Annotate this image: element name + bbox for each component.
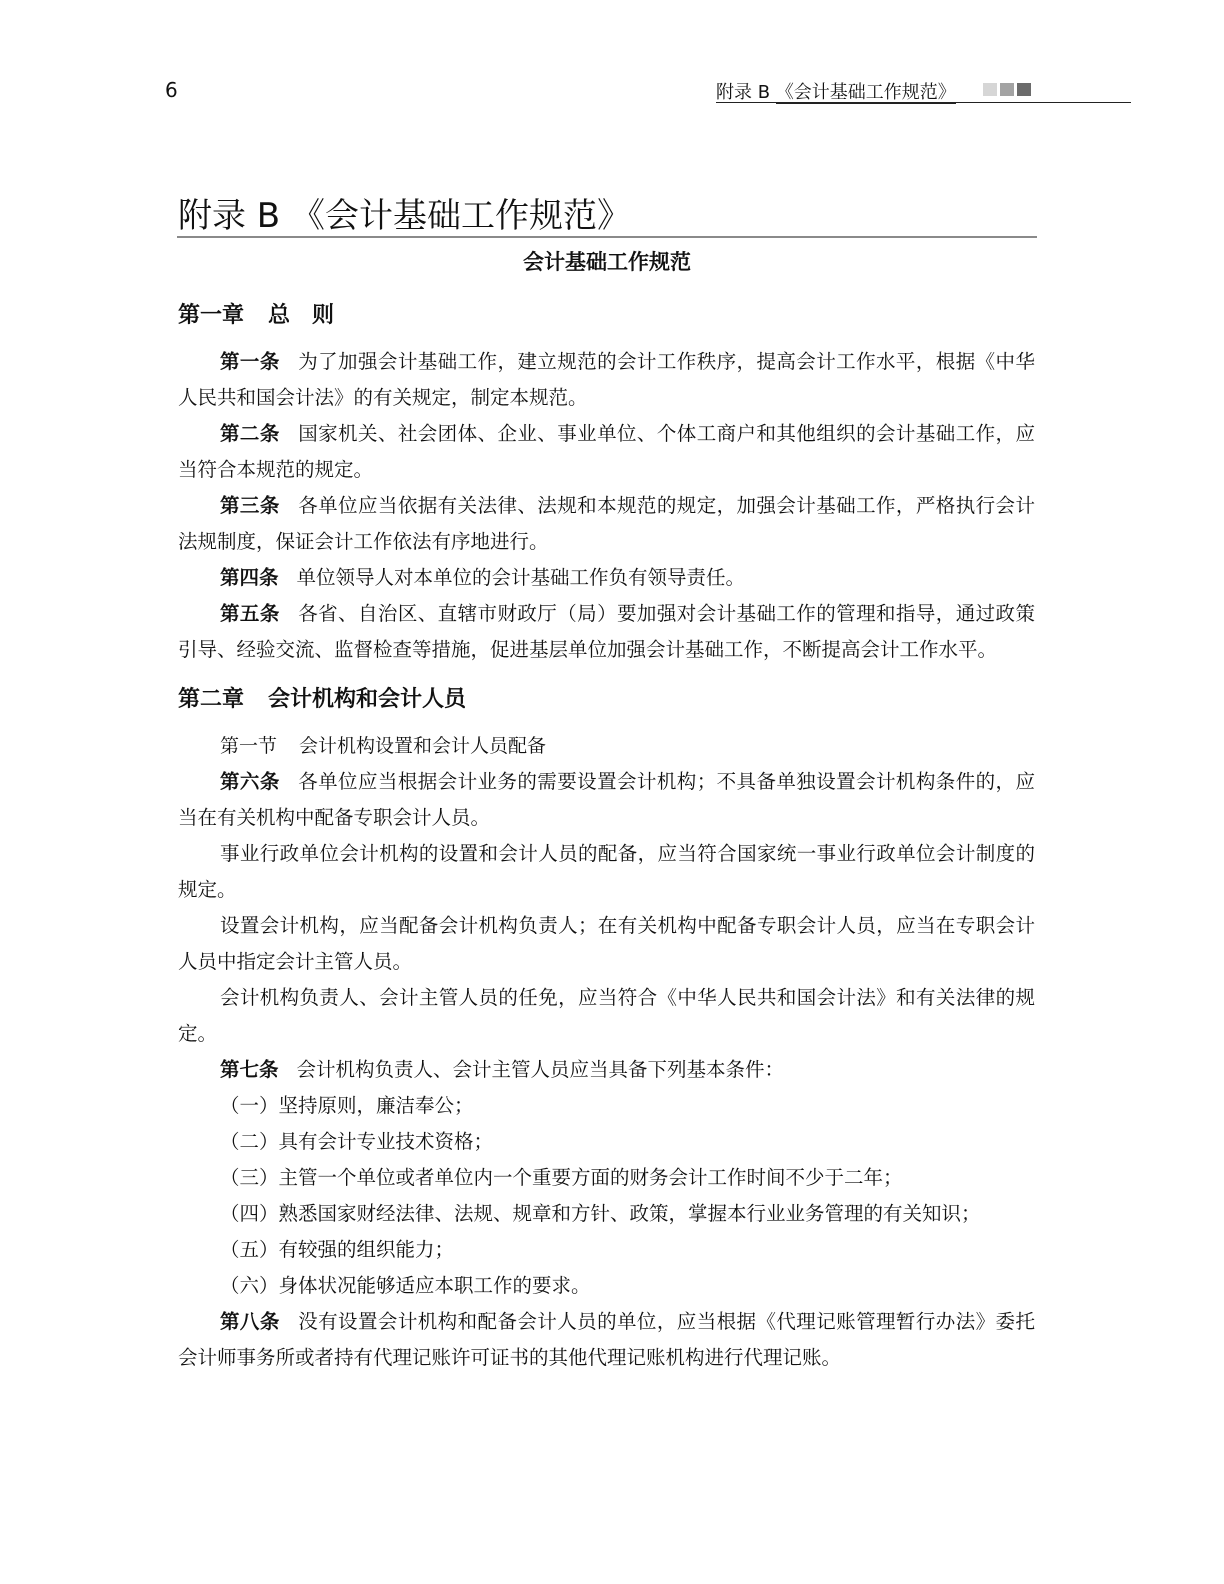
paragraph: 事业行政单位会计机构的设置和会计人员的配备，应当符合国家统一事业行政单位会计制度的规定。 (178, 842, 1035, 901)
list-item: （六）身体状况能够适应本职工作的要求。 (220, 1274, 591, 1297)
article-label: 第八条 (220, 1310, 280, 1333)
running-header (716, 76, 1131, 103)
page-number: 6 (165, 78, 178, 102)
article-4 (178, 560, 1035, 596)
section-1-title: 会计机构设置和会计人员配备 (299, 735, 547, 757)
running-header-title: 《会计基础工作规范》 (775, 82, 956, 103)
article-6 (178, 764, 1035, 836)
section-1-heading (178, 728, 1035, 764)
document-title: 会计基础工作规范 (523, 250, 691, 274)
header-block-dark (1017, 83, 1031, 96)
list-item: （三）主管一个单位或者单位内一个重要方面的财务会计工作时间不少于二年； (220, 1166, 903, 1189)
article-text: 单位领导人对本单位的会计基础工作负有领导责任。 (296, 566, 746, 589)
article-label: 第四条 (220, 566, 279, 589)
running-header-prefix: 附录 B (716, 82, 771, 103)
article-text: 没有设置会计机构和配备会计人员的单位，应当根据《代理记账管理暂行办法》委托会计师事务所或者持有代理记账许可证书的其他代理记账机构进行代理记账。 (178, 1310, 1035, 1369)
chapter-1-label: 第一章 (178, 303, 245, 328)
header-decoration-blocks (983, 83, 1031, 96)
article-2 (178, 416, 1035, 488)
article-text: 各单位应当依据有关法律、法规和本规范的规定，加强会计基础工作，严格执行会计法规制度，保证会计工作依法有序地进行。 (178, 494, 1035, 553)
section-1-label: 第一节 (220, 735, 278, 757)
chapter-1-title: 总 则 (268, 303, 335, 328)
header-block-light (983, 83, 997, 96)
document-body (178, 296, 1035, 1376)
article-label: 第五条 (220, 602, 280, 625)
list-item: （一）坚持原则，廉洁奉公； (220, 1094, 474, 1117)
chapter-2-title: 会计机构和会计人员 (268, 687, 467, 712)
article-text: 国家机关、社会团体、企业、事业单位、个体工商户和其他组织的会计基础工作，应当符合本规范的规定。 (178, 422, 1035, 481)
title-rule (177, 236, 1037, 238)
chapter-2-heading (178, 680, 1035, 720)
list-item: （五）有较强的组织能力； (220, 1238, 455, 1261)
chapter-1-heading (178, 296, 1035, 336)
article-label: 第六条 (220, 770, 280, 793)
header-block-mid (1000, 83, 1014, 96)
article-label: 第三条 (220, 494, 280, 517)
article-text: 为了加强会计基础工作，建立规范的会计工作秩序，提高会计工作水平，根据《中华人民共和国会计法》的有关规定，制定本规范。 (178, 350, 1035, 409)
article-text: 会计机构负责人、会计主管人员应当具备下列基本条件： (296, 1058, 785, 1081)
chapter-2-label: 第二章 (178, 687, 245, 712)
article-8 (178, 1304, 1035, 1376)
list-item: （四）熟悉国家财经法律、法规、规章和方针、政策，掌握本行业业务管理的有关知识； (220, 1202, 981, 1225)
article-5 (178, 596, 1035, 668)
article-3 (178, 488, 1035, 560)
article-7 (178, 1052, 1035, 1088)
article-1 (178, 344, 1035, 416)
list-item: （二）具有会计专业技术资格； (220, 1130, 494, 1153)
article-text: 各单位应当根据会计业务的需要设置会计机构；不具备单独设置会计机构条件的，应当在有关机构中配备专职会计人员。 (178, 770, 1035, 829)
appendix-title: 附录 B 《会计基础工作规范》 (178, 196, 631, 236)
article-text: 各省、自治区、直辖市财政厅（局）要加强对会计基础工作的管理和指导，通过政策引导、经验交流、监督检查等措施，促进基层单位加强会计基础工作，不断提高会计工作水平。 (178, 602, 1035, 661)
article-label: 第七条 (220, 1058, 279, 1081)
article-label: 第二条 (220, 422, 280, 445)
paragraph: 设置会计机构，应当配备会计机构负责人；在有关机构中配备专职会计人员，应当在专职会计人员中指定会计主管人员。 (178, 914, 1035, 973)
paragraph: 会计机构负责人、会计主管人员的任免，应当符合《中华人民共和国会计法》和有关法律的规定。 (178, 986, 1035, 1045)
article-label: 第一条 (220, 350, 280, 373)
